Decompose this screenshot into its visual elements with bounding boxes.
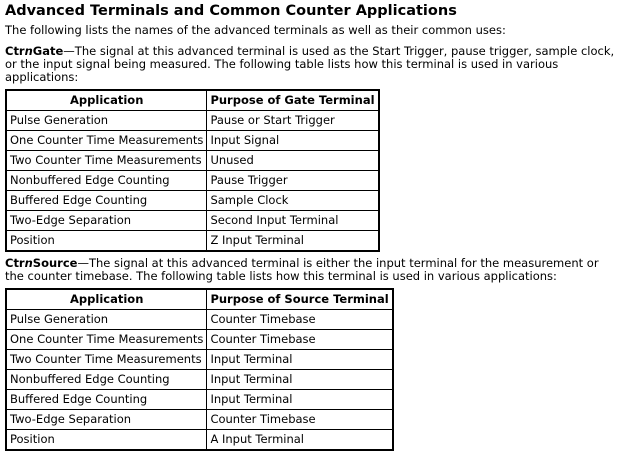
application-cell: Two-Edge Separation bbox=[6, 410, 207, 430]
purpose-cell: Input Terminal bbox=[207, 350, 393, 370]
table-row bbox=[6, 370, 393, 390]
gate-table-body bbox=[6, 111, 379, 252]
table-header-row bbox=[6, 289, 393, 310]
purpose-cell: Unused bbox=[207, 151, 379, 171]
application-cell: Nonbuffered Edge Counting bbox=[6, 171, 207, 191]
purpose-cell: Counter Timebase bbox=[207, 330, 393, 350]
page-title: Advanced Terminals and Common Counter Applications bbox=[5, 3, 457, 19]
gate-terminal-text: —The signal at this advanced terminal is used as the Start Trigger, pause trigger, sample clock, or the input signal being measured. The following table lists how this terminal is used in various applications: bbox=[5, 44, 615, 84]
table-row bbox=[6, 350, 393, 370]
application-cell: Pulse Generation bbox=[6, 111, 207, 131]
purpose-cell: Second Input Terminal bbox=[207, 211, 379, 231]
table-row bbox=[6, 191, 379, 211]
source-terminal-text: —The signal at this advanced terminal is either the input terminal for the measurement or the counter timebase. The following table lists how this terminal is used in various applications: bbox=[5, 256, 599, 283]
column-header-purpose: Purpose of Source Terminal bbox=[207, 289, 393, 310]
application-cell: One Counter Time Measurements bbox=[6, 330, 207, 350]
intro-paragraph: The following lists the names of the advanced terminals as well as their common uses: bbox=[5, 23, 506, 37]
table-row bbox=[6, 390, 393, 410]
application-cell: Two Counter Time Measurements bbox=[6, 350, 207, 370]
purpose-cell: Pause Trigger bbox=[207, 171, 379, 191]
source-terminal-description bbox=[5, 257, 615, 283]
gate-terminal-name: CtrnGate bbox=[5, 44, 64, 58]
column-header-application: Application bbox=[6, 289, 207, 310]
application-cell: Pulse Generation bbox=[6, 310, 207, 330]
table-row bbox=[6, 151, 379, 171]
table-header-row bbox=[6, 90, 379, 111]
table-row bbox=[6, 410, 393, 430]
table-row bbox=[6, 330, 393, 350]
table-row bbox=[6, 131, 379, 151]
purpose-cell: Input Terminal bbox=[207, 390, 393, 410]
table-row bbox=[6, 171, 379, 191]
table-row bbox=[6, 111, 379, 131]
purpose-cell: Sample Clock bbox=[207, 191, 379, 211]
table-row bbox=[6, 430, 393, 451]
purpose-cell: A Input Terminal bbox=[207, 430, 393, 451]
purpose-cell: Counter Timebase bbox=[207, 310, 393, 330]
application-cell: Two Counter Time Measurements bbox=[6, 151, 207, 171]
purpose-cell: Pause or Start Trigger bbox=[207, 111, 379, 131]
application-cell: Buffered Edge Counting bbox=[6, 390, 207, 410]
table-row bbox=[6, 211, 379, 231]
column-header-application: Application bbox=[6, 90, 207, 111]
table-row bbox=[6, 310, 393, 330]
purpose-cell: Counter Timebase bbox=[207, 410, 393, 430]
application-cell: Buffered Edge Counting bbox=[6, 191, 207, 211]
purpose-cell: Input Signal bbox=[207, 131, 379, 151]
application-cell: Position bbox=[6, 231, 207, 252]
purpose-cell: Input Terminal bbox=[207, 370, 393, 390]
source-terminal-name: CtrnSource bbox=[5, 256, 78, 270]
application-cell: One Counter Time Measurements bbox=[6, 131, 207, 151]
source-terminal-table bbox=[5, 288, 394, 451]
table-row bbox=[6, 231, 379, 252]
application-cell: Nonbuffered Edge Counting bbox=[6, 370, 207, 390]
application-cell: Two-Edge Separation bbox=[6, 211, 207, 231]
purpose-cell: Z Input Terminal bbox=[207, 231, 379, 252]
source-table-body bbox=[6, 310, 393, 451]
gate-terminal-table bbox=[5, 89, 380, 252]
gate-terminal-description bbox=[5, 45, 615, 84]
column-header-purpose: Purpose of Gate Terminal bbox=[207, 90, 379, 111]
document-page bbox=[5, 0, 615, 456]
application-cell: Position bbox=[6, 430, 207, 451]
